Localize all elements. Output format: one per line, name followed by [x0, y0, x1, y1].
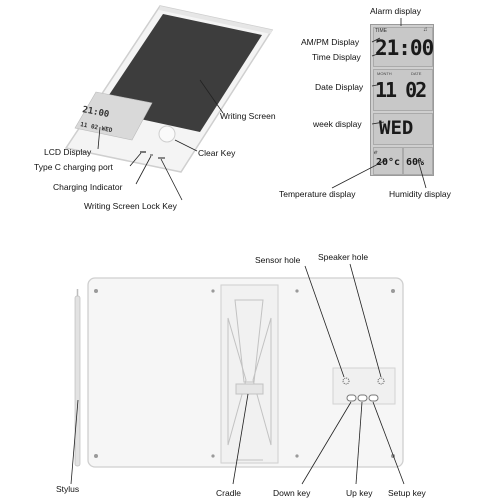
humidity-display-label: Humidity display [389, 189, 451, 199]
screw [295, 289, 298, 292]
ampm-display-label: AM/PM Display [301, 37, 360, 47]
screw [295, 454, 298, 457]
lock-key-label: Writing Screen Lock Key [84, 201, 177, 211]
cradle-label: Cradle [216, 488, 242, 498]
stylus-label: Stylus [56, 484, 80, 494]
svg-text:11 02 WED: 11 02 WED [79, 121, 113, 135]
screw [94, 454, 98, 458]
lcd-humidity-value: 60% [406, 157, 425, 168]
thermometer-icon: ℯ [374, 150, 378, 156]
clear-key-label: Clear Key [198, 148, 236, 158]
date-display-label: Date Display [315, 82, 364, 92]
alarm-bell-icon: ♫ [423, 27, 428, 33]
stylus [75, 289, 80, 466]
cradle [221, 285, 278, 463]
screw [211, 289, 214, 292]
screw [391, 289, 395, 293]
down-key [347, 395, 356, 401]
setup-key-label: Setup key [388, 488, 426, 498]
lcd-temp-value: 20°c [376, 157, 401, 168]
type-c-port-label: Type C charging port [34, 162, 113, 172]
week-display-label: week display [313, 119, 362, 129]
lcd-display-label: LCD Display [44, 147, 92, 157]
lcd-time-value: 21:00 [375, 36, 434, 60]
writing-screen-label: Writing Screen [220, 111, 276, 121]
setup-key [369, 395, 378, 401]
lcd-time-tag: TIME [375, 28, 387, 34]
time-display-label: Time Display [312, 52, 361, 62]
down-key-label: Down key [273, 488, 311, 498]
temperature-display-label: Temperature display [279, 189, 356, 199]
sensor-hole-label: Sensor hole [255, 255, 301, 265]
lcd-date-value: 11 02 [375, 78, 426, 102]
lcd-week-value: WED [379, 117, 414, 139]
screw [94, 289, 98, 293]
screw [211, 454, 214, 457]
up-key-label: Up key [346, 488, 373, 498]
alarm-display-label: Alarm display [370, 6, 422, 16]
svg-text:21:00: 21:00 [81, 105, 110, 121]
lcd-date-tag: DATE [411, 71, 422, 76]
speaker-hole-label: Speaker hole [318, 252, 369, 262]
up-key [358, 395, 367, 401]
lcd-month-tag: MONTH [377, 71, 392, 76]
charging-indicator-label: Charging Indicator [53, 182, 123, 192]
